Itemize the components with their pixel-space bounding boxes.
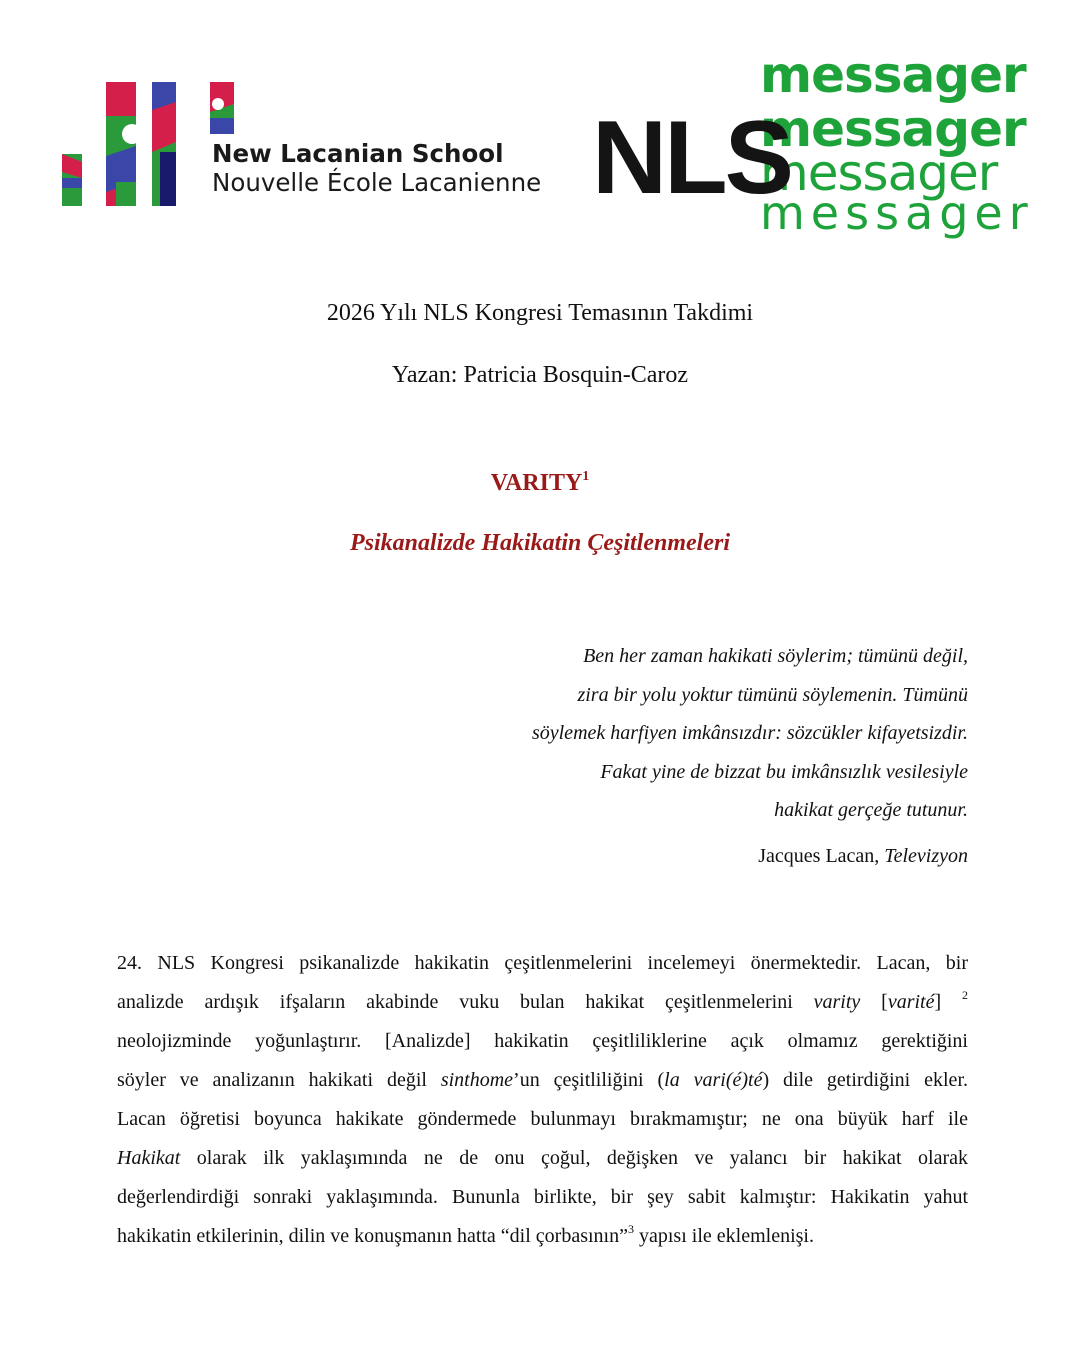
body-line: değerlendirdiği sonraki yaklaşımında. Bununla birlikte, bir şey sabit kalmıştır: Hakikatin yahut [117, 1186, 968, 1208]
body-text-span: olarak ilk yaklaşımında ne de onu çoğul, değişken ve yalancı bir hakikat olarak [180, 1147, 968, 1169]
body-text-span: analizde ardışık ifşaların akabinde vuku bulan hakikat çeşitlenmelerini [117, 991, 814, 1013]
body-text-span: söyler ve analizanın hakikati değil [117, 1069, 441, 1091]
main-heading [0, 470, 1080, 497]
epigraph-line: zira bir yolu yoktur tümünü söylemenin. Tümünü [577, 683, 968, 706]
body-text-span: yapısı ile eklemlenişi. [634, 1225, 814, 1247]
messager-word: messager [760, 144, 998, 202]
epigraph-line: Fakat yine de bizzat bu imkânsızlık vesilesiyle [600, 760, 968, 783]
body-line [117, 1061, 968, 1100]
epigraph-line: hakikat gerçeğe tutunur. [774, 799, 968, 821]
epigraph-attribution [758, 845, 968, 868]
document-title: 2026 Yılı NLS Kongresi Temasının Takdimi [326, 300, 754, 326]
body-line [117, 983, 968, 1022]
nls-wordmark: NLS [592, 100, 791, 216]
body-line: 24. NLS Kongresi psikanalizde hakikatin çeşitlenmelerini incelemeyi önermektedir. Lacan, bir [117, 952, 968, 974]
body-italic-span: Hakikat [117, 1147, 181, 1169]
school-name-english: New Lacanian School [212, 139, 504, 168]
body-paragraph [117, 944, 968, 1256]
messager-word: messager [760, 186, 1034, 240]
body-italic-span: la vari(é)té [664, 1069, 763, 1091]
heading-text: VARITY [490, 470, 583, 496]
body-line [117, 1139, 968, 1178]
body-text-span: ] [934, 991, 962, 1013]
body-line: neolojizminde yoğunlaştırır. [Analizde] hakikatin çeşitliliklerine açık olmamız gerektiğini [117, 1030, 968, 1052]
attribution-author: Jacques Lacan, [758, 845, 885, 867]
document-author: Yazan: Patricia Bosquin-Caroz [391, 362, 689, 388]
epigraph [268, 637, 968, 830]
body-text-span: hakikatin etkilerinin, dilin ve konuşmanın hatta “dil çorbasının” [117, 1225, 628, 1247]
body-text-span: [ [860, 991, 888, 1013]
messager-word: messager [760, 100, 1026, 158]
body-text-span: ) dile getirdiğini ekler. [762, 1069, 968, 1091]
messager-word: messager [760, 46, 1026, 104]
footnote-ref: 1 [582, 469, 590, 484]
epigraph-line: Ben her zaman hakikati söylerim; tümünü değil, [583, 645, 968, 667]
body-line: Lacan öğretisi boyunca hakikate göndermede bulunmayı bırakmamıştır; ne ona büyük harf ile [117, 1108, 968, 1130]
body-italic-span: sinthome [440, 1069, 514, 1091]
body-italic-span: varité [887, 991, 935, 1013]
sub-heading: Psikanalizde Hakikatin Çeşitlenmeleri [349, 530, 730, 556]
messager-logo [760, 46, 1034, 240]
attribution-work: Televizyon [884, 845, 968, 867]
footnote-ref: 3 [628, 1222, 634, 1236]
footnote-ref: 2 [961, 988, 968, 1002]
body-text-span: ’un çeşitliliğini ( [513, 1069, 665, 1091]
school-name-french: Nouvelle École Lacanienne [212, 168, 542, 197]
body-italic-span: varity [813, 991, 861, 1013]
body-line [117, 1217, 968, 1256]
epigraph-line: söylemek harfiyen imkânsızdır: sözcükler kifayetsizdir. [531, 722, 968, 744]
